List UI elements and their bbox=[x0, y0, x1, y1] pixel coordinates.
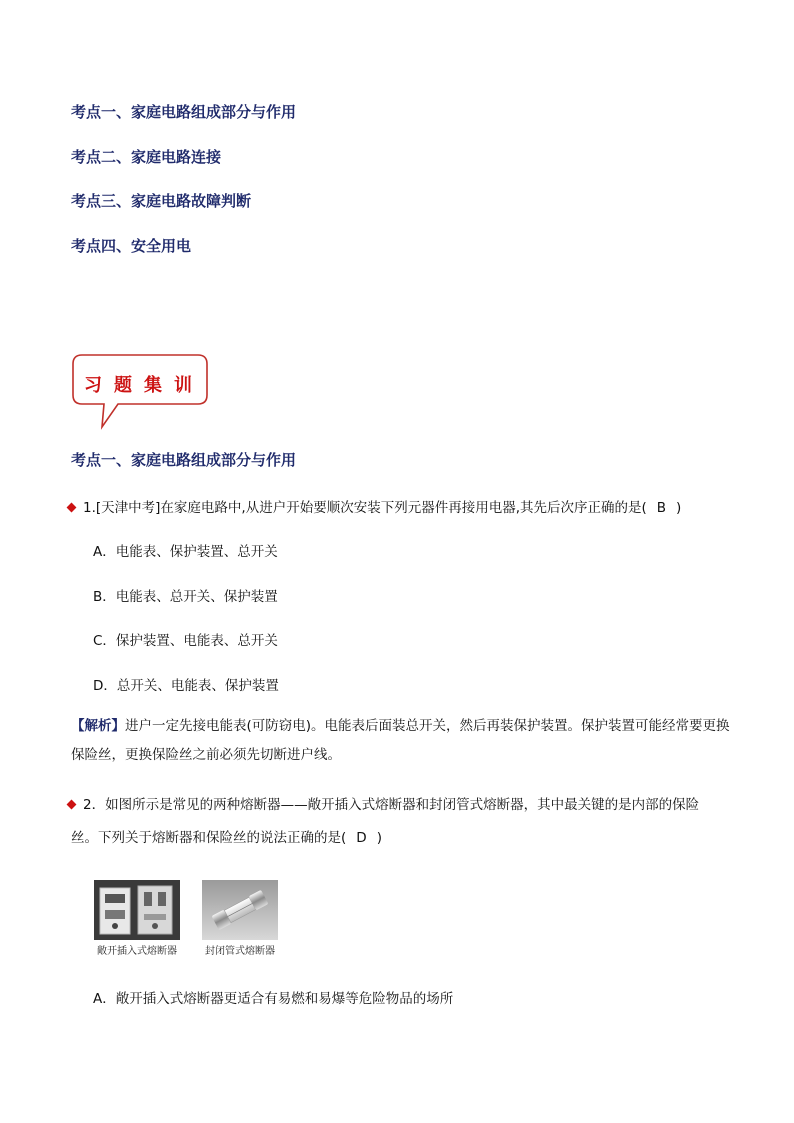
question-2-stem-line-2 bbox=[71, 826, 382, 846]
question-1-close-paren: ) bbox=[676, 500, 682, 516]
question-1-stem bbox=[68, 496, 681, 516]
question-1-option-d: D．总开关、电能表、保护装置 bbox=[93, 678, 279, 694]
question-1-answer: B bbox=[656, 500, 667, 516]
analysis-text: 进户一定先接电能表(可防窃电)。电能表后面装总开关，然后再装保护装置。保护装置可能经常要更换保险丝，更换保险丝之前必须先切断进户线。 bbox=[71, 718, 730, 763]
question-2-stem-line-1 bbox=[68, 793, 699, 813]
outline-item-3: 考点三、家庭电路故障判断 bbox=[71, 192, 252, 210]
outline-item-2: 考点二、家庭电路连接 bbox=[71, 148, 222, 166]
open-plug-fuse-icon bbox=[94, 880, 180, 940]
callout-title: 习题集训 bbox=[84, 375, 204, 396]
diamond-bullet-icon bbox=[67, 503, 77, 513]
section-heading: 考点一、家庭电路组成部分与作用 bbox=[71, 451, 297, 469]
question-1-analysis bbox=[71, 712, 731, 770]
question-2-close-paren: ) bbox=[376, 830, 382, 846]
question-1-option-b: B．电能表、总开关、保护装置 bbox=[93, 589, 278, 605]
question-2-text-line-2: 丝。下列关于熔断器和保险丝的说法正确的是( bbox=[71, 830, 347, 846]
question-1-option-a: A．电能表、保护装置、总开关 bbox=[93, 544, 278, 560]
figure-1-caption: 敞开插入式熔断器 bbox=[97, 946, 177, 957]
figure-2-caption: 封闭管式熔断器 bbox=[205, 946, 275, 957]
question-2-text-line-1: 2．如图所示是常见的两种熔断器——敞开插入式熔断器和封闭管式熔断器，其中最关键的是内部的保险 bbox=[83, 797, 700, 813]
figure-cartridge-fuse bbox=[202, 880, 278, 956]
outline-item-1: 考点一、家庭电路组成部分与作用 bbox=[71, 103, 297, 121]
exercise-callout-banner bbox=[70, 353, 210, 431]
outline-item-4: 考点四、安全用电 bbox=[71, 237, 192, 255]
question-2-option-a: A．敞开插入式熔断器更适合有易燃和易爆等危险物品的场所 bbox=[93, 991, 454, 1007]
question-2-answer: D bbox=[356, 830, 367, 846]
question-1-option-c: C．保护装置、电能表、总开关 bbox=[93, 633, 278, 649]
cartridge-fuse-icon bbox=[202, 880, 278, 940]
analysis-tag: 【解析】 bbox=[71, 718, 125, 734]
diamond-bullet-icon bbox=[67, 800, 77, 810]
figure-open-plug-fuse bbox=[94, 880, 180, 956]
question-1-text: 1.[天津中考]在家庭电路中,从进户开始要顺次安装下列元器件再接用电器,其先后次序正确的是( bbox=[83, 500, 647, 516]
